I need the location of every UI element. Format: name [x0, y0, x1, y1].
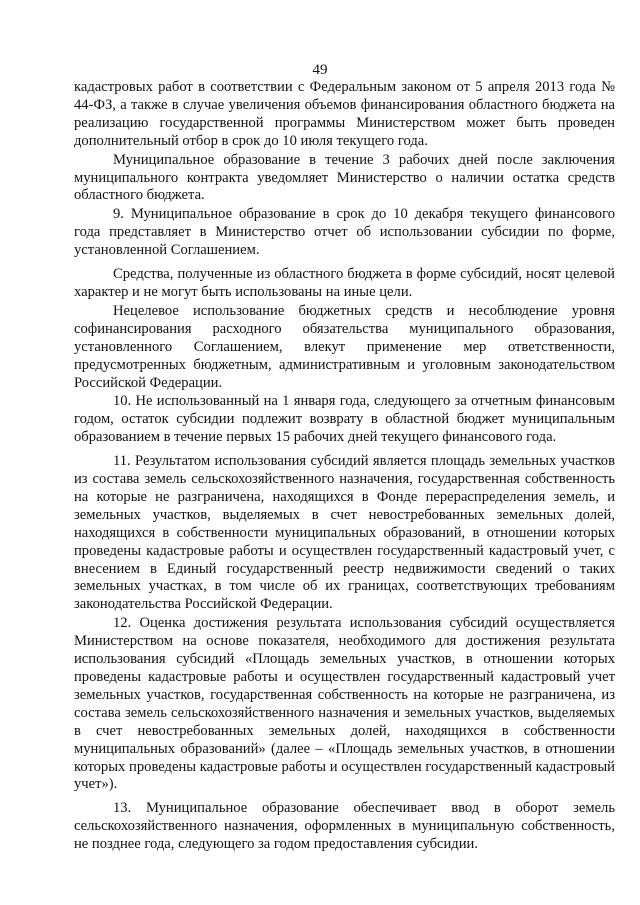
page-number: 49 [312, 62, 328, 78]
paragraph-11-result: 11. Результатом использования субсидий является площадь земельных участков из состава земель сельскохозяйственного назначения, государственная собственность на которые не разграничена, находящихся в Фонде перераспределения земель, и земельных участков, выделяемых в счет невостребованных земельных долей, находящихся в собственности муниципальных образований, в отношении которых проведены кадастровые работы и осуществлен государственный кадастровый учет, с внесением в Единый государственный реестр недвижимости сведений о таких земельных участках, в том числе об их границах, соответствующих требованиям законодательства Российской Федерации. [74, 453, 615, 613]
paragraph-12-evaluation: 12. Оценка достижения результата использования субсидий осуществляется Министерством на основе показателя, необходимого для достижения результата использования субсидий «Площадь земельных участков, в отношении которых проведены кадастровые работы и осуществлен государственный кадастровый учет земельных участков, государственная собственность на которые не разграничена, из состава земель сельскохозяйственного назначения и земельных участков, выделяемых в счет невостребованных земельных долей, находящихся в собственности муниципальных образований» (далее – «Площадь земельных участков, в отношении которых проведены кадастровые работы и осуществлен государственный кадастровый учет»). [74, 615, 615, 793]
paragraph-continuation: кадастровых работ в соответствии с Федеральным законом от 5 апреля 2013 года № 44-ФЗ, а также в случае увеличения объемов финансирования областного бюджета на реализацию государственной программы Министерством может быть проведен дополнительный отбор в срок до 10 июля текущего года. [74, 79, 615, 149]
paragraph-9-report: 9. Муниципальное образование в срок до 10 декабря текущего финансового года представляет в Министерство отчет об использовании субсидии по форме, установленной Соглашением. [74, 206, 615, 259]
paragraph-targeted-funds: Средства, полученные из областного бюджета в форме субсидий, носят целевой характер и не могут быть использованы на иные цели. [74, 266, 615, 300]
paragraph-10-return: 10. Не использованный на 1 января года, следующего за отчетным финансовым годом, остаток субсидии подлежит возврату в областной бюджет муниципальным образованием в течение первых 15 рабочих дней текущего финансового года. [74, 393, 615, 446]
paragraph-13-land-circulation: 13. Муниципальное образование обеспечивает ввод в оборот земель сельскохозяйственного назначения, оформленных в муниципальную собственность, не позднее года, следующего за годом предоставления субсидии. [74, 800, 615, 853]
paragraph-misuse: Нецелевое использование бюджетных средств и несоблюдение уровня софинансирования расходного обязательства муниципального образования, установленного Соглашением, влекут применение мер ответственности, предусмотренных бюджетным, административным и уголовным законодательством Российской Федерации. [74, 302, 615, 391]
paragraph-notification: Муниципальное образование в течение 3 рабочих дней после заключения муниципального контракта уведомляет Министерство о наличии остатка средств областного бюджета. [74, 151, 615, 204]
document-body [74, 79, 615, 854]
